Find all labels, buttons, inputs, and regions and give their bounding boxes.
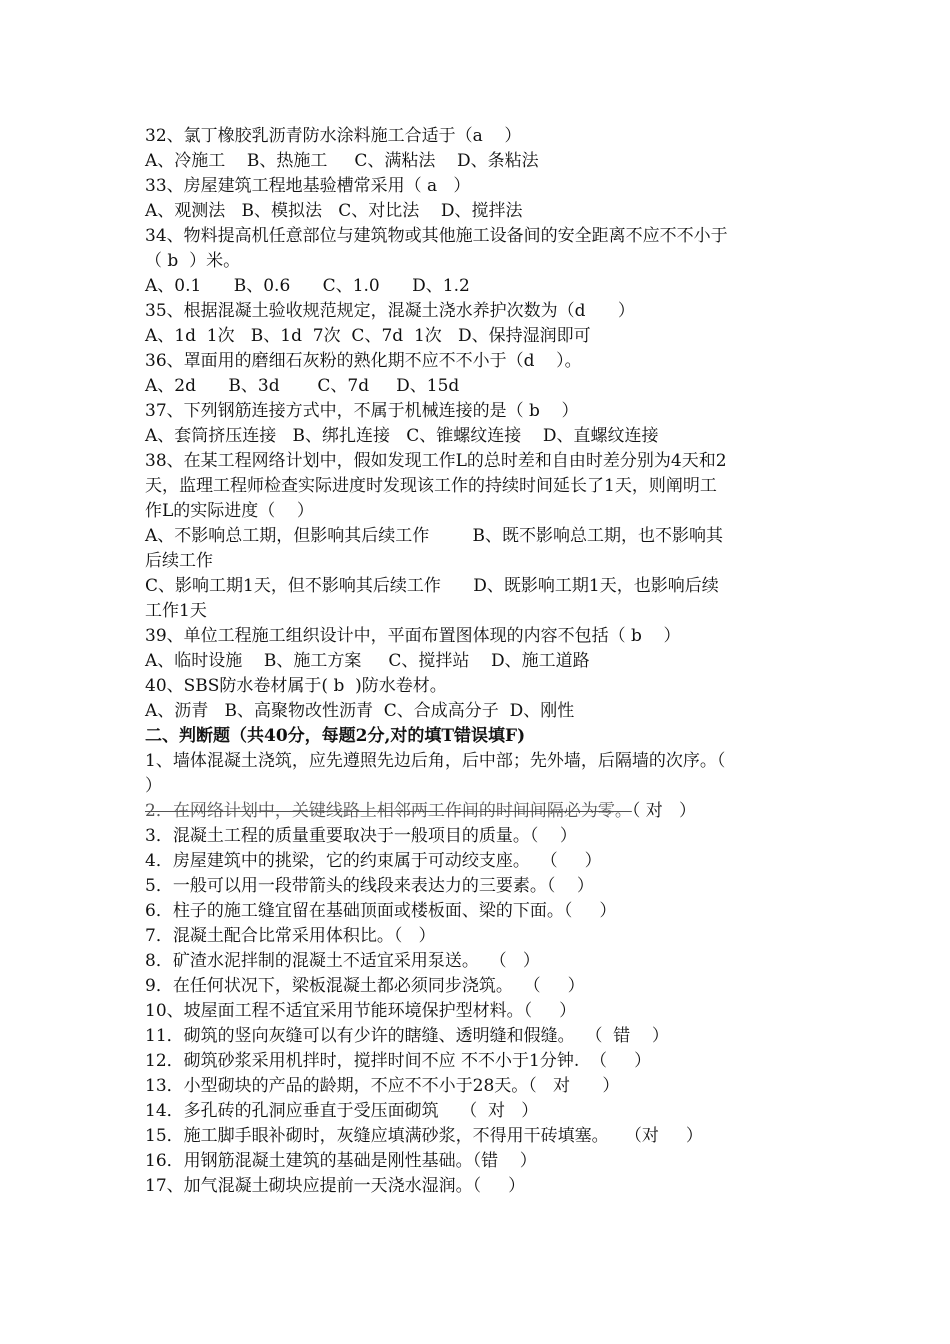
q39-stem: 39、单位工程施工组织设计中，平面布置图体现的内容不包括（ b ） (145, 626, 681, 646)
q36-options: A、2d B、3d C、7d D、15d (145, 376, 460, 396)
tf12-stem: 12．砌筑砂浆采用机拌时，搅拌时间不应 不不小于1分钟. （ ） (145, 1051, 652, 1071)
q37-options: A、套筒挤压连接 B、绑扎连接 C、锥螺纹连接 D、直螺纹连接 (145, 426, 659, 446)
tf9-stem: 9．在任何状况下，梁板混凝土都必须同步浇筑。 （ ） (145, 976, 585, 996)
q36-stem: 36、罩面用的磨细石灰粉的熟化期不应不不小于（d ）。 (145, 351, 582, 371)
tf1-stem: 1、墙体混凝土浇筑，应先遵照先边后角，后中部；先外墙，后隔墙的次序。（ (145, 751, 726, 771)
tf14-stem: 14．多孔砖的孔洞应垂直于受压面砌筑 （ 对 ） (145, 1101, 539, 1121)
q38-option-b-cont: 后续工作 (145, 551, 213, 571)
tf2-row (145, 799, 815, 824)
q40-options: A、沥青 B、高聚物改性沥青 C、合成高分子 D、刚性 (145, 701, 575, 721)
q32-options: A、冷施工 B、热施工 C、满粘法 D、条粘法 (145, 151, 539, 171)
tf6-stem: 6．柱子的施工缝宜留在基础顶面或楼板面、梁的下面。（ ） (145, 901, 617, 921)
tf2-stem-struck: 2．在网络计划中，关键线路上相邻两工作间的时间间隔必为零。 (145, 801, 632, 821)
q34-stem-cont: （ b ）米。 (145, 251, 241, 271)
tf11-stem: 11．砌筑的竖向灰缝可以有少许的瞎缝、透明缝和假缝。 （ 错 ） (145, 1026, 669, 1046)
q38-stem-cont1: 天，监理工程师检查实际进度时发现该工作的持续时间延长了1天，则阐明工 (145, 476, 717, 496)
tf13-stem: 13．小型砌块的产品的龄期，不应不不小于28天。（ 对 ） (145, 1076, 620, 1096)
q38-stem-cont2: 作L的实际进度（ ） (145, 501, 314, 521)
tf4-stem: 4．房屋建筑中的挑梁，它的约束属于可动绞支座。 （ ） (145, 851, 602, 871)
tf2-answer: （ 对 ） (631, 801, 696, 821)
q40-stem: 40、SBS防水卷材属于( b )防水卷材。 (145, 676, 447, 696)
q38-option-cd: C、影响工期1天，但不影响其后续工作 D、既影响工期1天，也影响后续 (145, 576, 719, 596)
section-heading-true-false: 二、判断题（共40分，每题2分,对的填T错误填F) (145, 726, 526, 746)
tf8-stem: 8．矿渣水泥拌制的混凝土不适宜采用泵送。 （ ） (145, 951, 540, 971)
tf7-stem: 7．混凝土配合比常采用体积比。（ ） (145, 926, 436, 946)
q37-stem: 37、下列钢筋连接方式中，不属于机械连接的是（ b ） (145, 401, 579, 421)
tf15-stem: 15．施工脚手眼补砌时，灰缝应填满砂浆，不得用干砖填塞。 （对 ） (145, 1126, 703, 1146)
q38-option-d-cont: 工作1天 (145, 601, 207, 621)
tf3-stem: 3．混凝土工程的质量重要取决于一般项目的质量。（ ） (145, 826, 577, 846)
tf17-stem: 17、加气混凝土砌块应提前一天浇水湿润。（ ） (145, 1176, 526, 1196)
tf16-stem: 16．用钢筋混凝土建筑的基础是刚性基础。（错 ） (145, 1151, 537, 1171)
q34-stem: 34、物料提高机任意部位与建筑物或其他施工设备间的安全距离不应不不小于 (145, 226, 728, 246)
q34-options: A、0.1 B、0.6 C、1.0 D、1.2 (145, 276, 470, 296)
q33-stem: 33、房屋建筑工程地基验槽常采用（ a ） (145, 176, 471, 196)
q39-options: A、临时设施 B、施工方案 C、搅拌站 D、施工道路 (145, 651, 590, 671)
q32-stem: 32、氯丁橡胶乳沥青防水涂料施工合适于（a ） (145, 126, 522, 146)
q33-options: A、观测法 B、模拟法 C、对比法 D、搅拌法 (145, 201, 523, 221)
tf1-stem-cont: ） (145, 776, 162, 796)
q38-option-ab: A、不影响总工期，但影响其后续工作 B、既不影响总工期，也不影响其 (145, 526, 723, 546)
q35-stem: 35、根据混凝土验收规范规定，混凝土浇水养护次数为（d ） (145, 301, 635, 321)
tf5-stem: 5．一般可以用一段带箭头的线段来表达力的三要素。（ ） (145, 876, 594, 896)
q38-stem: 38、在某工程网络计划中，假如发现工作L的总时差和自由时差分别为4天和2 (145, 451, 727, 471)
document-page (145, 124, 815, 1199)
q35-options: A、1d 1次 B、1d 7次 C、7d 1次 D、保持湿润即可 (145, 326, 591, 346)
tf10-stem: 10、坡屋面工程不适宜采用节能环境保护型材料。（ ） (145, 1001, 577, 1021)
